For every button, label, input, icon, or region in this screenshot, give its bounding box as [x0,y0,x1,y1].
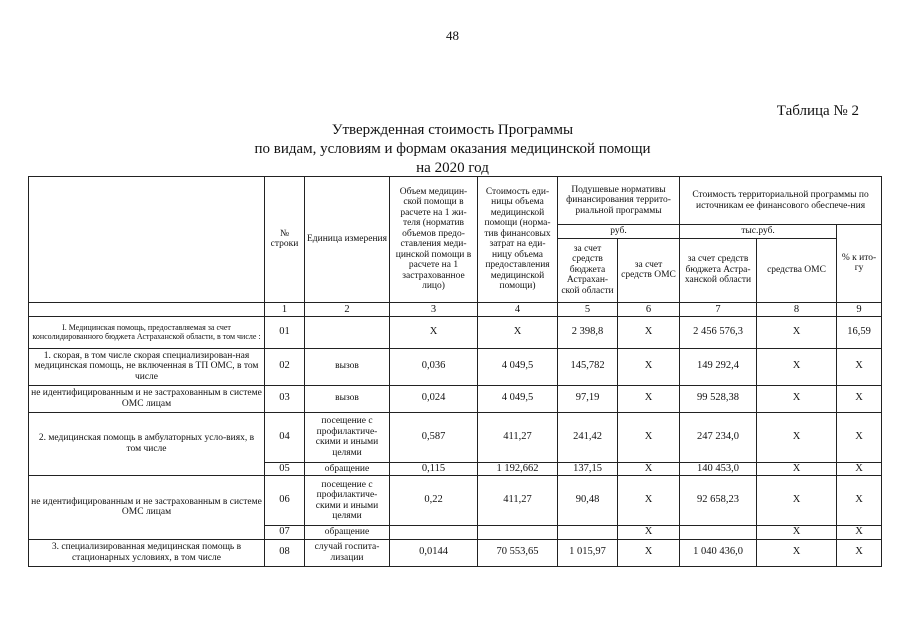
col-number: 5 [558,302,618,316]
row-pc-budget: 97,19 [558,385,618,412]
header-territorial: Стоимость территориальной программы по источникам ее финансового обеспече-ния [680,177,882,225]
row-volume: 0,036 [390,348,478,385]
row-pc-budget: 90,48 [558,476,618,526]
col-number-empty [29,302,265,316]
row-no: 06 [265,476,305,526]
row-pc-budget: 137,15 [558,462,618,476]
row-t-budget: 99 528,38 [680,385,757,412]
row-t-oms: Х [757,385,837,412]
table-row [29,385,882,412]
row-unit: обращение [305,462,390,476]
row-label: I. Медицинская помощь, предоставляемая за счет консолидированного бюджета Астраханской области, в том числе : [29,316,265,348]
row-pc-budget: 145,782 [558,348,618,385]
row-label: 1. скорая, в том числе скорая специализирован-ная медицинская помощь, не включенная в ТП ОМС, в том числе [29,348,265,385]
row-t-budget: 2 456 576,3 [680,316,757,348]
row-pc-oms: Х [618,412,680,462]
row-no: 08 [265,539,305,566]
row-no: 05 [265,462,305,476]
row-t-budget [680,526,757,540]
row-cost: 4 049,5 [478,385,558,412]
row-pc-budget: 2 398,8 [558,316,618,348]
row-unit: случай госпита-лизации [305,539,390,566]
header-per-capita-budget: за счет средств бюджета Астрахан-ской области [558,238,618,302]
row-label: 3. специализированная медицинская помощь в стационарных условиях, в том числе [29,539,265,566]
row-label: не идентифицированным и не застрахованным в системе ОМС лицам [29,476,265,540]
row-pct: Х [837,385,882,412]
col-number: 4 [478,302,558,316]
header-empty-cell [29,177,265,303]
col-number: 3 [390,302,478,316]
row-unit: посещение с профилактиче-скими и иными целями [305,412,390,462]
row-t-oms: Х [757,539,837,566]
row-t-oms: Х [757,476,837,526]
header-cost: Стоимость еди-ницы объема медицинской помощи (норма-тив финансовых затрат на еди-ницу объема предоставления медицинской помощи) [478,177,558,303]
row-pc-oms: Х [618,476,680,526]
row-volume: Х [390,316,478,348]
row-cost: 411,27 [478,476,558,526]
row-t-budget: 1 040 436,0 [680,539,757,566]
row-volume: 0,0144 [390,539,478,566]
row-t-oms: Х [757,316,837,348]
row-cost [478,526,558,540]
row-pct: Х [837,412,882,462]
row-volume [390,526,478,540]
row-pct: Х [837,539,882,566]
table-row [29,348,882,385]
row-cost: 70 553,65 [478,539,558,566]
row-no: 04 [265,412,305,462]
row-t-budget: 149 292,4 [680,348,757,385]
title-line-1: Утвержденная стоимость Программы [331,122,574,138]
header-row-1 [29,177,882,225]
table-row [29,476,882,526]
header-territorial-oms: средства ОМС [757,238,837,302]
header-percent: % к ито-гу [837,225,882,303]
row-t-budget: 247 234,0 [680,412,757,462]
header-per-capita-unit: руб. [558,225,680,239]
row-t-budget: 92 658,23 [680,476,757,526]
col-number: 8 [757,302,837,316]
row-unit [305,316,390,348]
table-row [29,412,882,462]
row-volume: 0,115 [390,462,478,476]
row-t-oms: Х [757,526,837,540]
column-numbers-row [29,302,882,316]
row-label: не идентифицированным и не застрахованным в системе ОМС лицам [29,385,265,412]
header-unit: Единица измерения [305,177,390,303]
row-t-oms: Х [757,348,837,385]
row-label: 2. медицинская помощь в амбулаторных усло-виях, в том числе [29,412,265,476]
col-number: 6 [618,302,680,316]
header-volume: Объем медицин-ской помощи в расчете на 1 жи-теля (норматив объемов предо-ставления меди-цинской помощи в расчете на 1 застрахованное лицо) [390,177,478,303]
row-pc-oms: Х [618,348,680,385]
page-number: 48 [446,28,459,43]
row-cost: 411,27 [478,412,558,462]
row-no: 03 [265,385,305,412]
header-territorial-unit: тыс.руб. [680,225,837,239]
row-volume: 0,22 [390,476,478,526]
row-no: 02 [265,348,305,385]
row-pc-oms: Х [618,526,680,540]
row-pc-oms: Х [618,385,680,412]
row-pc-budget: 1 015,97 [558,539,618,566]
header-territorial-budget: за счет средств бюджета Астра-ханской области [680,238,757,302]
row-pc-oms: Х [618,462,680,476]
row-unit: вызов [305,348,390,385]
row-t-oms: Х [757,412,837,462]
row-t-oms: Х [757,462,837,476]
document-title [0,121,905,178]
table-row [29,539,882,566]
row-pct: Х [837,348,882,385]
row-pct: Х [837,526,882,540]
row-pc-oms: Х [618,539,680,566]
row-pct: Х [837,476,882,526]
row-unit: вызов [305,385,390,412]
row-t-budget: 140 453,0 [680,462,757,476]
row-unit: посещение с профилактиче-скими и иными целями [305,476,390,526]
row-cost: 1 192,662 [478,462,558,476]
row-cost: Х [478,316,558,348]
header-row-no: № строки [265,177,305,303]
row-no: 01 [265,316,305,348]
col-number: 2 [305,302,390,316]
header-per-capita: Подушевые нормативы финансирования террито-риальной программы [558,177,680,225]
row-pct: 16,59 [837,316,882,348]
title-line-2: по видам, условиям и формам оказания медицинской помощи [254,141,651,157]
row-pct: Х [837,462,882,476]
row-cost: 4 049,5 [478,348,558,385]
title-line-3: на 2020 год [416,160,489,176]
row-no: 07 [265,526,305,540]
cost-table [28,176,882,567]
col-number: 1 [265,302,305,316]
row-volume: 0,024 [390,385,478,412]
row-pc-budget [558,526,618,540]
col-number: 9 [837,302,882,316]
table-row [29,316,882,348]
row-pc-budget: 241,42 [558,412,618,462]
col-number: 7 [680,302,757,316]
row-pc-oms: Х [618,316,680,348]
row-volume: 0,587 [390,412,478,462]
header-per-capita-oms: за счет средств ОМС [618,238,680,302]
row-unit: обращение [305,526,390,540]
table-label: Таблица № 2 [776,103,859,119]
